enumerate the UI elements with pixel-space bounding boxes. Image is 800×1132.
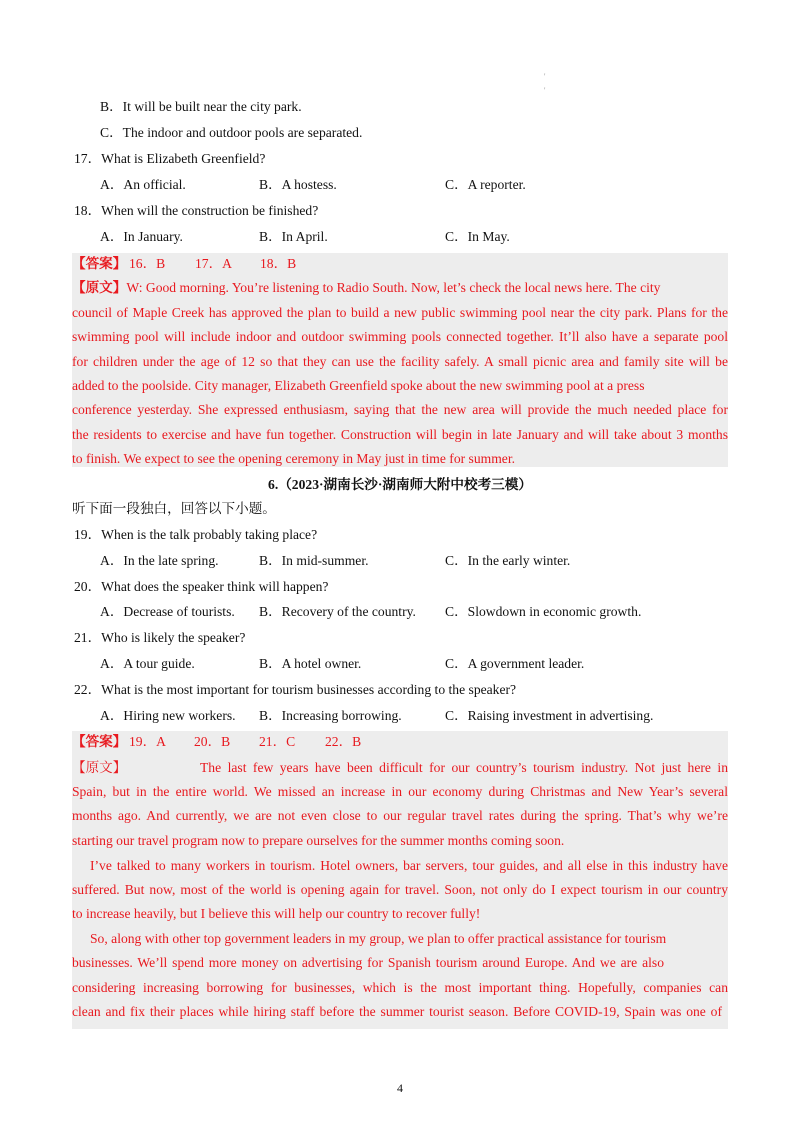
transcript-line: the residents to exercise and have fun together. Construction will begin in late January and will take about 3 months (72, 427, 728, 442)
q17-option-b: B．A hostess. (259, 177, 337, 192)
q20-stem: 20．What does the speaker think will happen? (74, 579, 329, 594)
q18-option-a: A．In January. (100, 229, 183, 244)
transcript-line: conference yesterday. She expressed enthusiasm, saying that the new area will provide the much needed place for (72, 402, 728, 417)
q22-option-c: C．Raising investment in advertising. (445, 708, 654, 723)
transcript-line: suffered. But now, most of the world is opening again for travel. Soon, not only do I expect tourism in our country (72, 882, 728, 897)
answer-item: 22．B (325, 734, 362, 749)
answer-label: 【答案】 (72, 256, 127, 271)
q21-option-b: B．A hotel owner. (259, 656, 362, 671)
transcript-line: council of Maple Creek has approved the plan to build a new public swimming pool near the city park. Plans for the (72, 305, 728, 320)
transcript-label: 【原文】 (72, 280, 127, 295)
q21-option-a: A．A tour guide. (100, 656, 195, 671)
q17-option-a: A．An official. (100, 177, 186, 192)
answer-line-2 (72, 733, 362, 751)
transcript-line: considering increasing borrowing for businesses, which is the most important thing. Hopefully, companies can (72, 980, 728, 995)
q18-stem: 18．When will the construction be finished? (74, 203, 319, 218)
q18-option-b: B．In April. (259, 229, 328, 244)
transcript-line: Spain, but in the entire world. We missed an increase in our economy during Christmas and New Year’s several (72, 784, 728, 799)
transcript-line: So, along with other top government leaders in my group, we plan to offer practical assistance for tourism (90, 931, 667, 946)
answer-item: 18．B (260, 256, 297, 271)
q18-option-c: C．In May. (445, 229, 510, 244)
q20-option-a: A．Decrease of tourists. (100, 604, 235, 619)
transcript-line: The last few years have been difficult for our country’s tourism industry. Not just here in (200, 760, 728, 775)
transcript-line: clean and fix their places while hiring staff before the summer tourist season. Before COVID-19, Spain was one of (72, 1004, 722, 1019)
answer-item: 21．C (259, 734, 296, 749)
answer-item: 16．B (129, 256, 166, 271)
transcript-line: for children under the age of 12 so that they can use the facility safely. A small picnic area and family site will be (72, 354, 728, 369)
transcript-line: to finish. We expect to see the opening ceremony in May just in time for summer. (72, 451, 515, 466)
q21-option-c: C．A government leader. (445, 656, 585, 671)
section-instruction: 听下面一段独白，回答以下小题。 (72, 501, 276, 516)
q19-option-c: C．In the early winter. (445, 553, 571, 568)
q17-option-c: C．A reporter. (445, 177, 526, 192)
q16-option-b: B．It will be built near the city park. (100, 99, 302, 114)
answer-line-1 (72, 255, 297, 273)
answer-item: 19．A (129, 734, 167, 749)
transcript-line: to increase heavily, but I believe this will help our country to recover fully! (72, 906, 481, 921)
q17-stem: 17．What is Elizabeth Greenfield? (74, 151, 266, 166)
speck-mark: ' (544, 72, 546, 81)
transcript-line: added to the poolside. City manager, Elizabeth Greenfield spoke about the new swimming pool at a press (72, 378, 645, 393)
q20-option-c: C．Slowdown in economic growth. (445, 604, 642, 619)
q16-option-c: C．The indoor and outdoor pools are separated. (100, 125, 363, 140)
page-number: 4 (397, 1081, 403, 1095)
section-heading: 6.（2023·湖南长沙·湖南师大附中校考三模） (268, 477, 532, 492)
transcript-line: swimming pool will include indoor and outdoor swimming pools connected together. It’ll also have a separate pool (72, 329, 728, 344)
q21-stem: 21．Who is likely the speaker? (74, 630, 246, 645)
transcript-text: W: Good morning. You’re listening to Radio South. Now, let’s check the local news here. The city (126, 280, 661, 295)
q19-option-a: A．In the late spring. (100, 553, 219, 568)
q19-option-b: B．In mid-summer. (259, 553, 369, 568)
transcript-line (72, 279, 728, 297)
answer-item: 20．B (194, 734, 231, 749)
transcript-line: businesses. We’ll spend more money on advertising for Spanish tourism around Europe. And we are also (72, 955, 664, 970)
transcript-line: months ago. And currently, we are not even close to our regular travel rates during the spring. That’s why we’re (72, 808, 728, 823)
q20-option-b: B．Recovery of the country. (259, 604, 416, 619)
q19-stem: 19．When is the talk probably taking place? (74, 527, 318, 542)
q22-stem: 22．What is the most important for tourism businesses according to the speaker? (74, 682, 517, 697)
answer-item: 17．A (195, 256, 233, 271)
q22-option-b: B．Increasing borrowing. (259, 708, 402, 723)
answer-label: 【答案】 (72, 734, 127, 749)
q22-option-a: A．Hiring new workers. (100, 708, 236, 723)
speck-mark: ' (544, 86, 546, 95)
transcript-line: starting our travel program now to prepare ourselves for the summer months coming soon. (72, 833, 565, 848)
transcript-label-2: 【原文】 (72, 760, 127, 775)
transcript-line: I’ve talked to many workers in tourism. Hotel owners, bar servers, tour guides, and all else in this industry have (90, 858, 728, 873)
